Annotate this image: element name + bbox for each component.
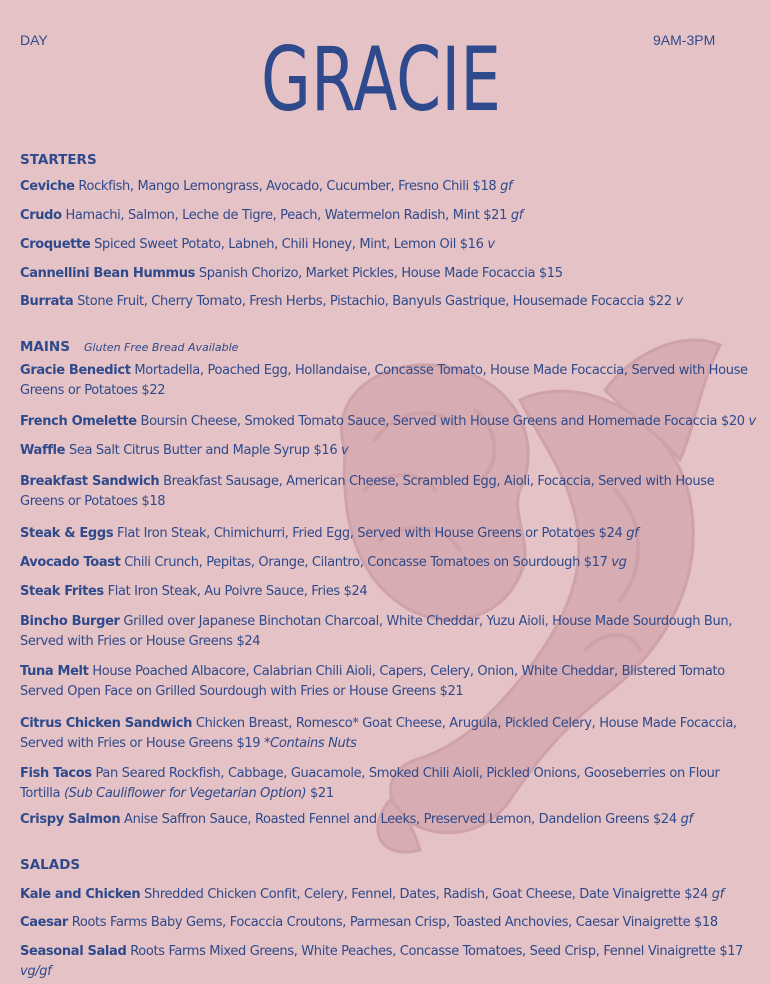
gracie-logo	[258, 26, 504, 131]
menu-item: Seasonal Salad Roots Farms Mixed Greens, White Peaches, Concasse Tomatoes, Seed Crisp, Fennel Vinaigrette $17 vg/gf	[20, 944, 744, 979]
menu-item: Waffle Sea Salt Citrus Butter and Maple Syrup $16 v	[20, 443, 349, 458]
svg-text:GRACIE: GRACIE	[261, 28, 501, 131]
menu-item: Citrus Chicken Sandwich Chicken Breast, Romesco* Goat Cheese, Arugula, Pickled Celery, House Made Focaccia, Served with Fries or House Greens $19 *Contains Nuts	[20, 716, 737, 751]
service-period-label: DAY	[20, 32, 48, 48]
menu-item: Steak Frites Flat Iron Steak, Au Poivre Sauce, Fries $24	[20, 584, 368, 599]
menu-item: Crispy Salmon Anise Saffron Sauce, Roasted Fennel and Leeks, Preserved Lemon, Dandelion Greens $24 gf	[20, 812, 693, 827]
menu-item: Burrata Stone Fruit, Cherry Tomato, Fresh Herbs, Pistachio, Banyuls Gastrique, Housemade Focaccia $22 v	[20, 294, 683, 309]
menu-item: Crudo Hamachi, Salmon, Leche de Tigre, Peach, Watermelon Radish, Mint $21 gf	[20, 208, 523, 223]
gluten-free-note: Gluten Free Bread Available	[83, 341, 239, 354]
menu-item: French Omelette Boursin Cheese, Smoked Tomato Sauce, Served with House Greens and Homemade Focaccia $20 v	[20, 414, 756, 429]
mains-heading: MAINS Gluten Free Bread Available	[20, 339, 239, 355]
menu-item: Cannellini Bean Hummus Spanish Chorizo, Market Pickles, House Made Focaccia $15	[20, 266, 563, 281]
menu-item: Breakfast Sandwich Breakfast Sausage, American Cheese, Scrambled Egg, Aioli, Focaccia, Served with House Greens or Potatoes $18	[20, 474, 715, 509]
salads-heading: SALADS	[20, 857, 81, 873]
menu-item: Bincho Burger Grilled over Japanese Binchotan Charcoal, White Cheddar, Yuzu Aioli, House Made Sourdough Bun, Served with Fries or House Greens $24	[20, 614, 733, 649]
menu-item: Gracie Benedict Mortadella, Poached Egg, Hollandaise, Concasse Tomato, House Made Focaccia, Served with House Greens or Potatoes $22	[20, 363, 748, 398]
menu-item: Croquette Spiced Sweet Potato, Labneh, Chili Honey, Mint, Lemon Oil $16 v	[20, 237, 495, 252]
starters-heading: STARTERS	[20, 152, 97, 168]
menu-item: Caesar Roots Farms Baby Gems, Focaccia Croutons, Parmesan Crisp, Toasted Anchovies, Caesar Vinaigrette $18	[20, 915, 718, 930]
menu-item: Kale and Chicken Shredded Chicken Confit, Celery, Fennel, Dates, Radish, Goat Cheese, Date Vinaigrette $24 gf	[20, 887, 724, 902]
menu-item: Ceviche Rockfish, Mango Lemongrass, Avocado, Cucumber, Fresno Chili $18 gf	[20, 179, 513, 194]
menu-item: Steak & Eggs Flat Iron Steak, Chimichurri, Fried Egg, Served with House Greens or Potatoes $24 gf	[20, 526, 639, 541]
menu-item: Avocado Toast Chili Crunch, Pepitas, Orange, Cilantro, Concasse Tomatoes on Sourdough $17 vg	[20, 555, 627, 570]
service-hours-label: 9AM-3PM	[653, 32, 716, 48]
menu-item: Fish Tacos Pan Seared Rockfish, Cabbage, Guacamole, Smoked Chili Aioli, Pickled Onions, Gooseberries on Flour Tortilla (Sub Cauliflower for Vegetarian Option) $21	[20, 766, 720, 801]
menu-item: Tuna Melt House Poached Albacore, Calabrian Chili Aioli, Capers, Celery, Onion, White Cheddar, Blistered Tomato Served Open Face on Grilled Sourdough with Fries or House Greens $21	[20, 664, 725, 699]
